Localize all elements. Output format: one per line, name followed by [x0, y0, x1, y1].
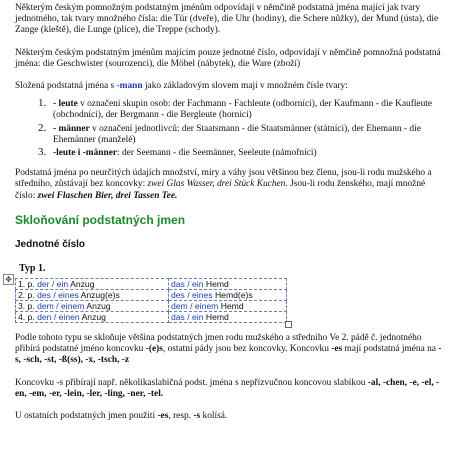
paragraph-other-nouns: [15, 411, 445, 422]
table-cell[interactable]: [169, 301, 287, 312]
article: der / ein: [37, 279, 69, 290]
table-row: [16, 301, 287, 312]
other-ending-s: -s: [193, 411, 201, 422]
list-item-bold: - leute: [53, 99, 78, 110]
quantity-example-2: zwei Flaschen Bier, drei Tassen Tee.: [37, 190, 178, 201]
article: des / eines: [171, 290, 213, 301]
article: des / eines: [37, 290, 79, 301]
paragraph-compound-text-end: jako základovým slovem mají v množném čísle tvary:: [142, 81, 348, 92]
list-item: [49, 147, 445, 159]
list-item: [49, 123, 445, 146]
article: dem / einem: [171, 301, 219, 312]
list-item-bold: -leute i -männer: [53, 148, 118, 159]
table-cell[interactable]: [16, 301, 169, 312]
ending-s-text: Koncovku -s přibírají např. několikaslabičná podst. jména s nepřízvučnou koncovou slabikou: [15, 377, 368, 388]
list-item-bold: - männer: [53, 123, 90, 134]
noun: Anzug(e)s: [80, 290, 120, 301]
paragraph-quantity: [15, 168, 445, 202]
case-number: 3. p.: [18, 301, 35, 312]
declension-table-wrapper: [5, 275, 287, 323]
case-number: 2. p.: [18, 290, 35, 301]
noun: Hemd: [205, 279, 229, 290]
list-item-text: v označení jednotlivců: der Staatsmann - die Staatsmänner (státníci), der Ehemann - die Ehemänner (manželé): [53, 123, 421, 145]
paragraph-type-rules: [15, 333, 445, 367]
declension-table: [15, 278, 287, 323]
emphasis-mann: mann: [119, 81, 143, 92]
table-row: [16, 312, 287, 323]
noun: Hemd: [220, 301, 244, 312]
case-number: 1. p.: [18, 279, 35, 290]
quantity-text: Podstatná jména po neurčitých údajích množství, míry a váhy jsou většinou bez členu, jsou-li rodu mužského a středního, zůstávají bez koncovky:: [15, 168, 432, 190]
ending-s-list: -al, -chen, -e, -el, -en, -em, -er, -lein, -ler, -ling, -ner, -tel.: [15, 377, 440, 399]
table-row: [16, 290, 287, 301]
table-cell[interactable]: [16, 279, 169, 290]
resize-handle-icon[interactable]: [285, 321, 292, 328]
paragraph-singular-nouns: Některým českým podstatným jménům majícím pouze jednotné číslo, odpovídají v němčině pomnožná podstatná jména: die Geschwister (sourozenci), die Möbel (nábytek), die Ware (zboží): [15, 47, 441, 69]
rules-text-2: , ostatní pády jsou bez koncovky. Koncovku: [162, 344, 332, 355]
article: den / einen: [37, 312, 80, 323]
rules-ending-1: -(e)s: [145, 344, 163, 355]
paragraph-ending-s: [15, 378, 445, 400]
other-text-2: , resp.: [168, 411, 194, 422]
rules-text-3: mají podstatná jména na: [342, 344, 439, 355]
table-cell[interactable]: [16, 290, 169, 301]
article: dem / einem: [37, 301, 85, 312]
heading-declension: Skloňování podstatných jmen: [15, 212, 186, 227]
case-number: 4. p.: [18, 312, 35, 323]
other-ending-es: -es: [157, 411, 169, 422]
quantity-example-1: zwei Glas Wasser, drei Stück Kuchen.: [147, 179, 288, 190]
document-page: [5, 3, 445, 433]
list-item-text: : der Seemann - die Seemänner, Seeleute (námořníci): [117, 148, 317, 159]
article: das / ein: [171, 279, 204, 290]
other-text-3: kolísá.: [200, 411, 228, 422]
paragraph-plural-nouns: Některým českým pomnožným podstatným jménům odpovídají v němčině podstatná jména mající jak tvary jednotného, tak tvary množného čísla: die Tür (dveře), die Uhr (hodiny), die Schere nůžky), der Mund (ústa), die Zange (kleště), die Lunge (plíce), die Treppe (schody).: [15, 3, 439, 36]
noun: Hemd(e)s: [214, 290, 253, 301]
noun: Hemd: [205, 312, 229, 323]
paragraph-compound-nouns: [15, 81, 445, 92]
table-cell[interactable]: [169, 312, 287, 323]
table-cell[interactable]: [169, 290, 287, 301]
heading-singular: Jednotné číslo: [15, 238, 86, 250]
article: das / ein: [171, 312, 204, 323]
quantity-text-2: Jsou-li rodu ženského, mají množné číslo:: [15, 179, 426, 201]
table-cell[interactable]: [16, 312, 169, 323]
rules-ending-2: -es: [331, 344, 343, 355]
rules-ending-list: -s, -sch, -st, -ß(ss), -x, -tsch, -z: [15, 344, 442, 366]
rules-text: Podle tohoto typu se skloňuje většina podstatných jmen rodu mužského a středního Ve 2. pádě č. jednotného přibírá podstatné jméno koncovku: [15, 333, 422, 355]
move-arrows-icon[interactable]: ✥: [3, 274, 14, 285]
noun: Anzug: [81, 312, 106, 323]
noun: Anzug: [70, 279, 95, 290]
table-cell[interactable]: [169, 279, 287, 290]
table-row: [16, 279, 287, 290]
noun: Anzug: [86, 301, 111, 312]
list-item: [49, 98, 445, 121]
compound-list: [15, 98, 445, 159]
other-text: U ostatních podstatných jmen použití: [15, 411, 158, 422]
paragraph-compound-text: Složená podstatná jména s -: [15, 81, 120, 92]
heading-type-1: Typ 1.: [19, 262, 46, 274]
list-item-text: v označení skupin osob: der Fachmann - Fachleute (odborníci), der Kaufmann - die Kaufleute (obchodníci), der Bergmann - die Bergleute (horníci): [53, 99, 433, 121]
